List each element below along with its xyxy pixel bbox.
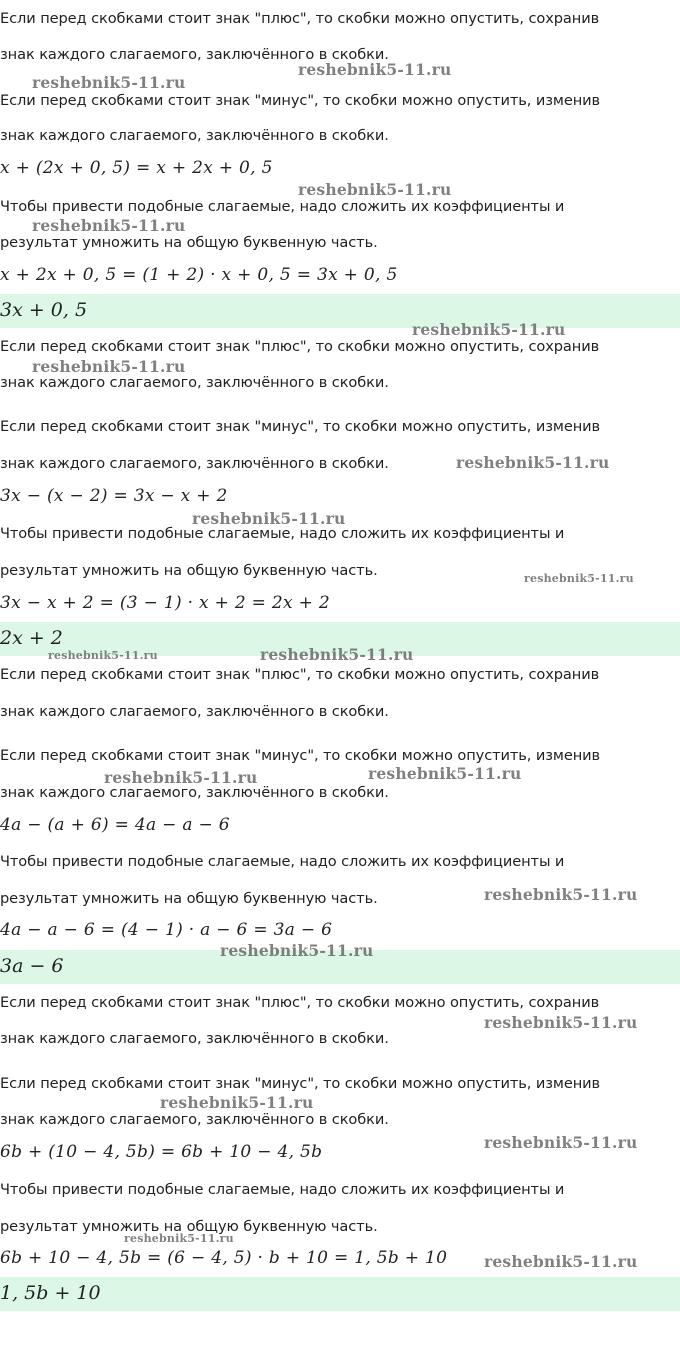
expand-equation: 4a − (a + 6) = 4a − a − 6 xyxy=(0,815,230,835)
watermark: reshebnik5-11.ru xyxy=(48,649,158,662)
combine-equation: 3x − x + 2 = (3 − 1) · x + 2 = 2x + 2 xyxy=(0,593,330,613)
watermark: reshebnik5-11.ru xyxy=(32,216,186,235)
answer-text: 3a − 6 xyxy=(0,955,64,977)
rule-plus-line-1: Если перед скобками стоит знак "плюс", то скобки можно опустить, сохранив xyxy=(0,10,600,27)
watermark: reshebnik5-11.ru xyxy=(484,885,638,904)
rule-plus-line-2: знак каждого слагаемого, заключённого в скобки. xyxy=(0,374,389,391)
answer-text: 2x + 2 xyxy=(0,627,63,649)
watermark: reshebnik5-11.ru xyxy=(298,60,452,79)
watermark: reshebnik5-11.ru xyxy=(456,453,610,472)
answer-text: 1, 5b + 10 xyxy=(0,1282,101,1304)
rule-minus-line-2: знак каждого слагаемого, заключённого в скобки. xyxy=(0,784,389,801)
rule-plus-line-2: знак каждого слагаемого, заключённого в скобки. xyxy=(0,1030,389,1047)
rule-minus-line-2: знак каждого слагаемого, заключённого в скобки. xyxy=(0,1111,389,1128)
expand-equation: x + (2x + 0, 5) = x + 2x + 0, 5 xyxy=(0,158,273,178)
answer-box xyxy=(0,1277,680,1311)
watermark: reshebnik5-11.ru xyxy=(104,768,258,787)
rule-plus-line-2: знак каждого слагаемого, заключённого в скобки. xyxy=(0,703,389,720)
rule-like-terms-line-2: результат умножить на общую буквенную часть. xyxy=(0,1218,378,1235)
rule-minus-line-1: Если перед скобками стоит знак "минус", то скобки можно опустить, изменив xyxy=(0,418,601,435)
combine-equation: x + 2x + 0, 5 = (1 + 2) · x + 0, 5 = 3x + 0, 5 xyxy=(0,265,398,285)
expand-equation: 3x − (x − 2) = 3x − x + 2 xyxy=(0,486,228,506)
rule-plus-line-1: Если перед скобками стоит знак "плюс", то скобки можно опустить, сохранив xyxy=(0,338,600,355)
rule-like-terms-line-1: Чтобы привести подобные слагаемые, надо сложить их коэффициенты и xyxy=(0,853,565,870)
rule-plus-line-1: Если перед скобками стоит знак "плюс", то скобки можно опустить, сохранив xyxy=(0,666,600,683)
watermark: reshebnik5-11.ru xyxy=(260,645,414,664)
watermark: reshebnik5-11.ru xyxy=(32,357,186,376)
watermark: reshebnik5-11.ru xyxy=(524,572,634,585)
rule-like-terms-line-2: результат умножить на общую буквенную часть. xyxy=(0,234,378,251)
rule-like-terms-line-1: Чтобы привести подобные слагаемые, надо сложить их коэффициенты и xyxy=(0,198,565,215)
watermark: reshebnik5-11.ru xyxy=(368,764,522,783)
rule-like-terms-line-2: результат умножить на общую буквенную часть. xyxy=(0,562,378,579)
watermark: reshebnik5-11.ru xyxy=(160,1093,314,1112)
rule-minus-line-1: Если перед скобками стоит знак "минус", то скобки можно опустить, изменив xyxy=(0,92,601,109)
watermark: reshebnik5-11.ru xyxy=(124,1232,234,1245)
rule-like-terms-line-1: Чтобы привести подобные слагаемые, надо сложить их коэффициенты и xyxy=(0,525,565,542)
watermark: reshebnik5-11.ru xyxy=(484,1133,638,1152)
combine-equation: 6b + 10 − 4, 5b = (6 − 4, 5) · b + 10 = 1, 5b + 10 xyxy=(0,1248,448,1268)
watermark: reshebnik5-11.ru xyxy=(220,941,374,960)
answer-text: 3x + 0, 5 xyxy=(0,299,88,321)
rule-plus-line-2: знак каждого слагаемого, заключённого в скобки. xyxy=(0,46,389,63)
watermark: reshebnik5-11.ru xyxy=(484,1013,638,1032)
expand-equation: 6b + (10 − 4, 5b) = 6b + 10 − 4, 5b xyxy=(0,1142,323,1162)
combine-equation: 4a − a − 6 = (4 − 1) · a − 6 = 3a − 6 xyxy=(0,920,333,940)
rule-like-terms-line-2: результат умножить на общую буквенную часть. xyxy=(0,890,378,907)
rule-plus-line-1: Если перед скобками стоит знак "плюс", то скобки можно опустить, сохранив xyxy=(0,994,600,1011)
rule-minus-line-1: Если перед скобками стоит знак "минус", то скобки можно опустить, изменив xyxy=(0,1075,601,1092)
watermark: reshebnik5-11.ru xyxy=(32,73,186,92)
rule-minus-line-2: знак каждого слагаемого, заключённого в скобки. xyxy=(0,455,389,472)
rule-like-terms-line-1: Чтобы привести подобные слагаемые, надо сложить их коэффициенты и xyxy=(0,1181,565,1198)
rule-minus-line-1: Если перед скобками стоит знак "минус", то скобки можно опустить, изменив xyxy=(0,747,601,764)
watermark: reshebnik5-11.ru xyxy=(484,1252,638,1271)
rule-minus-line-2: знак каждого слагаемого, заключённого в скобки. xyxy=(0,127,389,144)
watermark: reshebnik5-11.ru xyxy=(192,509,346,528)
answer-box xyxy=(0,294,680,328)
watermark: reshebnik5-11.ru xyxy=(298,180,452,199)
watermark: reshebnik5-11.ru xyxy=(412,320,566,339)
